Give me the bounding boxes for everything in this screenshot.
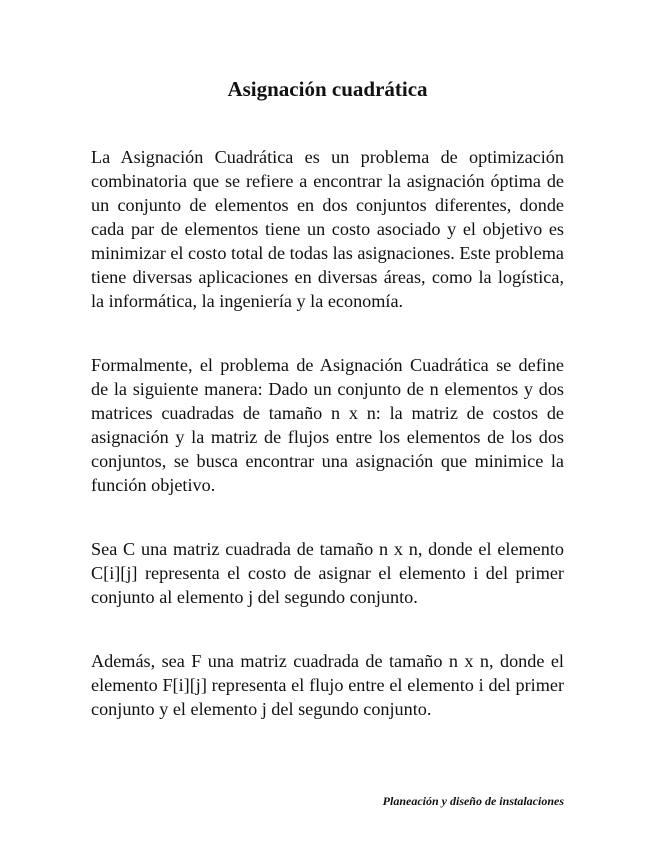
paragraph-cost-matrix: Sea C una matriz cuadrada de tamaño n x n, donde el elemento C[i][j] representa el costo de asignar el elemento i del primer conjunto al elemento j del segundo conjunto. — [91, 539, 564, 607]
paragraph-flow-matrix: Además, sea F una matriz cuadrada de tamaño n x n, donde el elemento F[i][j] representa el flujo entre el elemento i del primer conjunto y el elemento j del segundo conjunto. — [91, 651, 564, 719]
paragraph-formal-definition: Formalmente, el problema de Asignación Cuadrática se define de la siguiente manera: Dado un conjunto de n elementos y dos matrices cuadradas de tamaño n x n: la matriz de costos de asignación y la matriz de flujos entre los elementos de los dos conjuntos, se busca encontrar una asignación que minimice la función objetivo. — [91, 355, 564, 495]
page-title: Asignación cuadrática — [227, 77, 428, 101]
page-footer: Planeación y diseño de instalaciones — [382, 794, 564, 808]
paragraph-introduction: La Asignación Cuadrática es un problema de optimización combinatoria que se refiere a encontrar la asignación óptima de un conjunto de elementos en dos conjuntos diferentes, donde cada par de elementos tiene un costo asociado y el objetivo es minimizar el costo total de todas las asignaciones. Este problema tiene diversas aplicaciones en diversas áreas, como la logística, la informática, la ingeniería y la economía. — [91, 147, 564, 311]
